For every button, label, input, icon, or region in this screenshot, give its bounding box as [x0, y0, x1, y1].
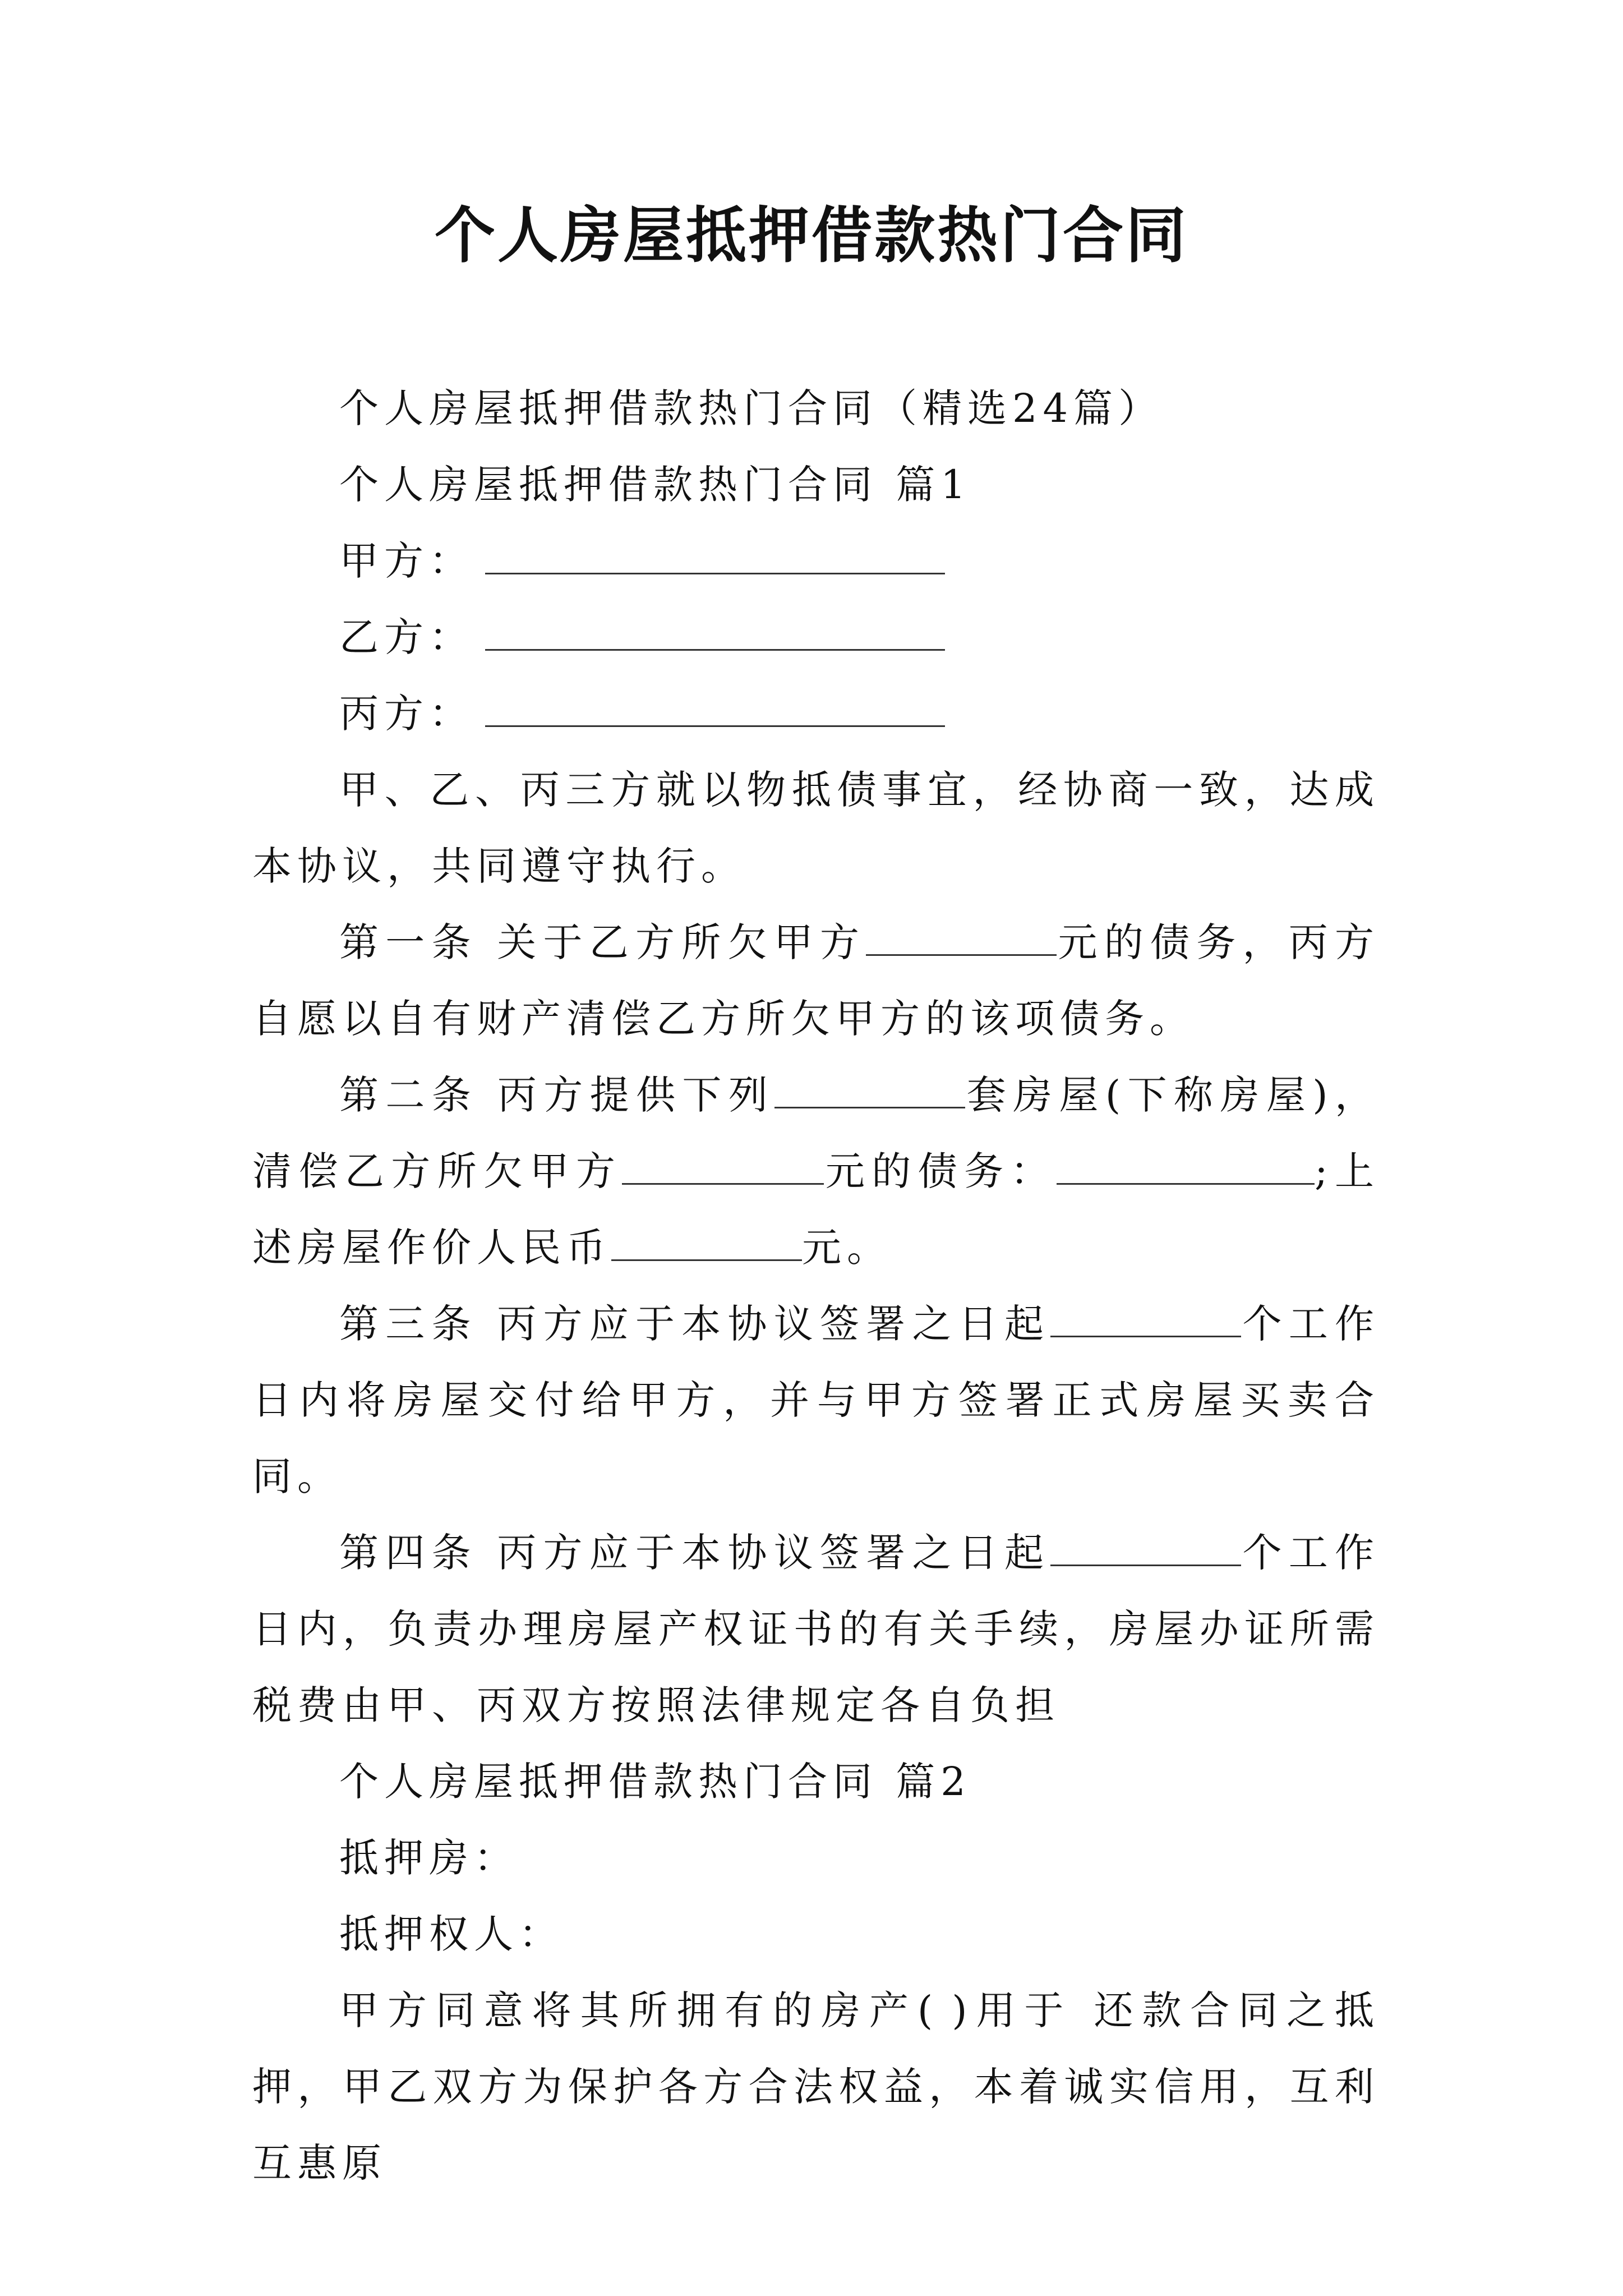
article-2-text-b: 套房屋(下称房屋)，清偿乙方所欠甲方	[252, 1072, 1380, 1194]
mortgagor-line: 抵押房：	[339, 1835, 519, 1881]
debt-amount-blank	[866, 921, 1057, 956]
intro-paragraph: 甲、乙、丙三方就以物抵债事宜，经协商一致，达成本协议，共同遵守执行。	[252, 767, 1380, 889]
article-1-text-b: 元的债务，丙方自愿以自有财产清偿乙方所欠甲方的该项债务。	[252, 919, 1380, 1042]
owed-amount-blank	[622, 1149, 824, 1185]
article-2-text-a: 第二条 丙方提供下列	[339, 1072, 775, 1118]
article-4-text-a: 第四条 丙方应于本协议签署之日起	[339, 1530, 1051, 1576]
delivery-days-blank	[1050, 1302, 1241, 1337]
article-4	[252, 1515, 1380, 1743]
subtitle: 个人房屋抵押借款热门合同（精选24篇）	[339, 385, 1164, 431]
article-4-text-b: 个工作日内，负责办理房屋产权证书的有关手续，房屋办证所需税费由甲、丙双方按照法律规定各自负担	[252, 1530, 1380, 1728]
house-count-blank	[774, 1073, 965, 1108]
party-a-blank	[485, 539, 945, 574]
party-b-line	[252, 599, 1380, 675]
page-title: 个人房屋抵押借款热门合同	[434, 200, 1188, 271]
section-heading-2: 个人房屋抵押借款热门合同 篇2	[339, 1759, 971, 1805]
article-2-text-e: 元。	[802, 1225, 892, 1271]
mortgage-clause	[252, 1972, 1380, 2201]
party-c-blank	[485, 692, 945, 727]
house-price-blank	[611, 1226, 802, 1261]
article-3-text-b: 个工作日内将房屋交付给甲方，并与甲方签署正式房屋买卖合同。	[252, 1301, 1380, 1499]
party-b-blank	[485, 615, 945, 651]
mortgage-clause-text-a: 甲方同意将其所拥有的房产(	[339, 1987, 939, 2033]
party-b-label: 乙方：	[339, 614, 474, 660]
section-heading-1: 个人房屋抵押借款热门合同 篇1	[339, 462, 971, 508]
party-c-line	[252, 675, 1380, 752]
party-a-line	[252, 523, 1380, 599]
party-c-label: 丙方：	[339, 691, 474, 737]
article-2-text-c: 元的债务：	[824, 1148, 1057, 1194]
article-3-text-a: 第三条 丙方应于本协议签署之日起	[339, 1301, 1051, 1347]
article-3	[252, 1286, 1380, 1515]
party-a-label: 甲方：	[339, 538, 474, 584]
certificate-days-blank	[1050, 1531, 1241, 1566]
house-details-blank	[1057, 1149, 1315, 1185]
article-1-text-a: 第一条 关于乙方所欠甲方	[339, 919, 866, 965]
mortgagee-line: 抵押权人：	[339, 1911, 564, 1957]
article-2-text-d: ;上述房屋作价人民币	[252, 1148, 1380, 1271]
article-2	[252, 1057, 1380, 1286]
document-body	[252, 370, 1380, 2201]
mortgage-clause-text-b: )用于 还款合同之抵押，甲乙双方为保护各方合法权益，本着诚实信用，互利互惠原	[252, 1987, 1380, 2186]
article-1	[252, 904, 1380, 1057]
